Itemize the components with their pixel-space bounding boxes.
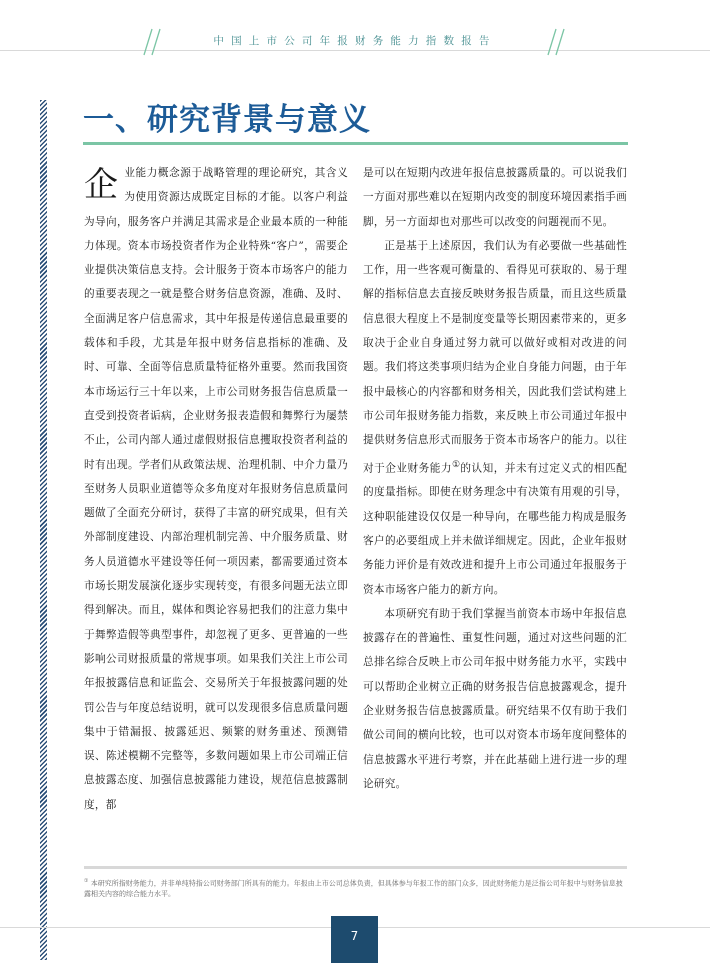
footnote — [84, 876, 628, 899]
left-column — [84, 161, 348, 817]
drop-cap: 企 — [84, 165, 119, 205]
paragraph-1-continued: 是可以在短期内改进年报信息披露质量的。可以说我们一方面对那些难以在短期内改变的制度环境因素指手画脚，另一方面却也对那些可以改变的问题视而不见。 — [363, 167, 627, 228]
right-column — [363, 161, 627, 796]
footnote-text: 本研究所指财务能力，并非单纯特指公司财务部门所具有的能力。年报由上市公司总体负责，但具体参与年报工作的部门众多，因此财务能力是泛指公司年报中与财务信息披露相关内容的综合能力水平。 — [84, 879, 623, 898]
paragraph-1-text: 业能力概念源于战略管理的理论研究，其含义为使用资源达成既定目标的才能。以客户利益为导向，服务客户并满足其需求是企业最本质的一种能力体现。资本市场投资者作为企业特殊“客户”，需要企业提供决策信息支持。会计服务于资本市场客户的能力的重要表现之一就是整合财务信息资源，准确、及时、全面满足客户信息需求，其中年报是传递信息最重要的载体和手段，尤其是年报中财务信息指标的准确、及时、可靠、全面等信息质量特征格外重要。然而我国资本市场运行三十年以来，上市公司财务报告信息质量一直受到投资者诟病，企业财务报表造假和舞弊行为屡禁不止，公司内部人通过虚假财报信息攫取投资者利益的时有出现。学者们从政策法规、治理机制、中介力量乃至财务人员职业道德等众多角度对年报财务信息质量问题做了全面充分研讨，获得了丰富的研究成果，但有关外部制度建设、内部治理机制完善、中介服务质量、财务人员道德水平建设等任何一项因素，都需要通过资本市场长期发展演化逐步实现转变，有很多问题无法立即得到解决。而且，媒体和舆论容易把我们的注意力集中于舞弊造假等典型事件，却忽视了更多、更普遍的一些影响公司财报质量的常规事项。如果我们关注上市公司年报披露信息和证监会、交易所关于年报披露问题的处罚公告与年度总结说明，就可以发现很多信息质量问题集中于错漏报、披露延迟、频繁的财务重述、预测错误、陈述模糊不完整等，多数问题如果上市公司端正信息披露态度、加强信息披露能力建设，规范信息披露制度，都 — [84, 167, 348, 811]
report-header-title: 中国上市公司年报财务能力指数报告 — [213, 35, 497, 47]
section-heading: 一、研究背景与意义 — [83, 102, 371, 138]
paragraph-2 — [363, 234, 627, 602]
header-rule — [0, 50, 710, 51]
header-slash-right-icon — [547, 27, 567, 57]
footnote-reference[interactable]: ① — [451, 459, 461, 470]
footnote-marker: ① — [84, 878, 89, 884]
paragraph-2-text-b: 的认知，并未有过定义式的相匹配的度量指标。即使在财务理念中有决策有用观的引导，这种职能建设仅仅是一种导向，在哪些能力构成是服务客户的必要组成上并未做详细规定。因此，企业年报财务能力评价是有效改进和提升上市公司通过年报服务于资本市场客户能力的新方向。 — [363, 462, 628, 596]
side-decoration-bar — [40, 100, 47, 960]
page-number: 7 — [331, 916, 378, 963]
footnote-rule — [84, 866, 627, 869]
heading-underline — [83, 142, 628, 145]
paragraph-2-text-a: 正是基于上述原因，我们认为有必要做一些基础性工作，用一些客观可衡量的、看得见可获取的、易于理解的指标信息去直接反映财务报告质量，而且这些质量信息很大程度上不是制度变量等长期因素带来的，更多取决于企业自身通过努力就可以做好或相对改进的问题。我们将这类事项归结为企业自身能力问题，由于年报中最核心的内容都和财务相关，因此我们尝试构建上市公司年报财务能力指数，来反映上市公司通过年报中提供财务信息形式而服务于资本市场客户的能力。以往对于企业财务能力 — [363, 239, 627, 475]
paragraph-1 — [84, 161, 348, 817]
paragraph-3: 本项研究有助于我们掌握当前资本市场中年报信息披露存在的普遍性、重复性问题，通过对这些问题的汇总排名综合反映上市公司年报中财务能力水平，实践中可以帮助企业树立正确的财务报告信息披露观念，提升企业财务报告信息披露质量。研究结果不仅有助于我们做公司间的横向比较，也可以对资本市场年度间整体的信息披露水平进行考察，并在此基础上进行进一步的理论研究。 — [363, 607, 627, 790]
